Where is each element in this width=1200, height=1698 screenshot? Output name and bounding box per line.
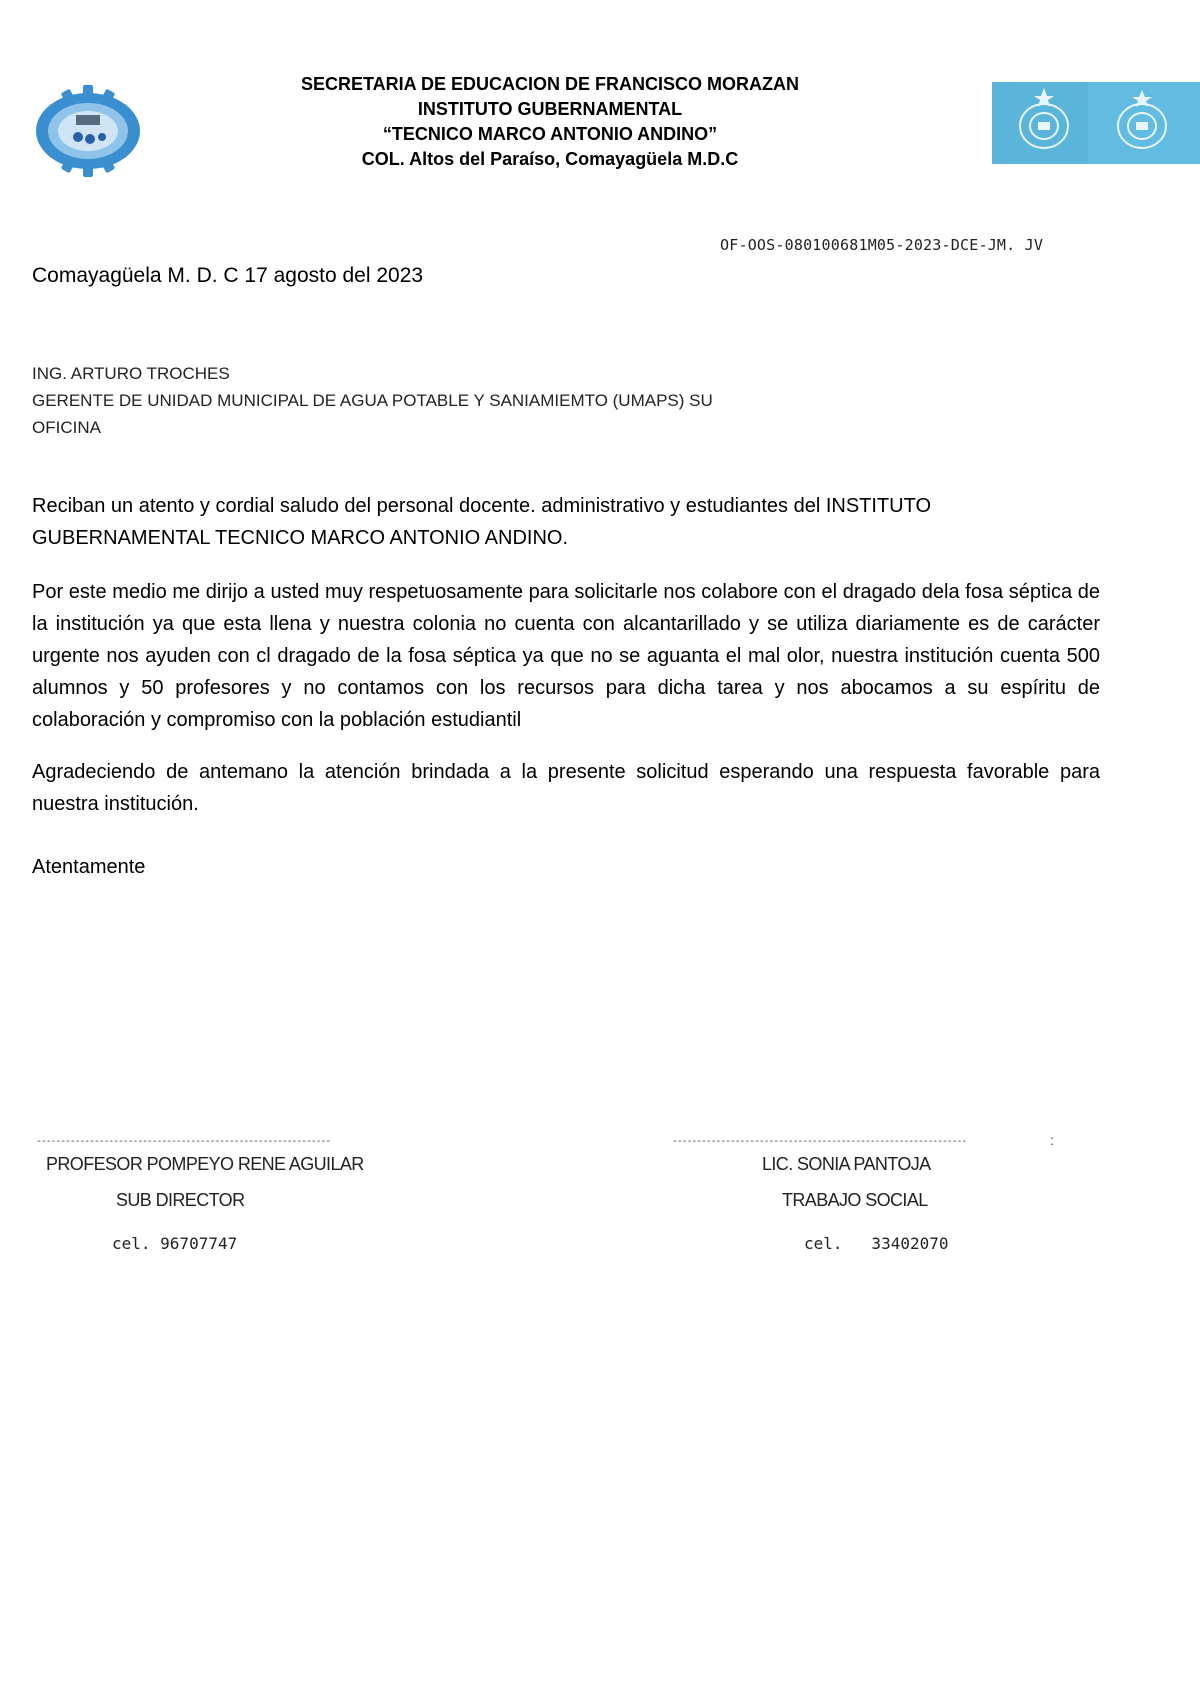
institute-gear-logo: [28, 84, 148, 178]
header-instituto: INSTITUTO GUBERNAMENTAL: [417, 99, 683, 119]
letter-date: Comayagüela M. D. C 17 agosto del 2023: [32, 264, 424, 287]
right-signer-role: TRABAJO SOCIAL: [782, 1190, 928, 1210]
header-school-name: “TECNICO MARCO ANTONIO ANDINO”: [382, 124, 718, 144]
thanks-paragraph: Agradeciendo de antemano la atención brindada a la presente solicitud esperando una respuesta favorable para nuestra institución.: [32, 761, 1100, 815]
header-secretaria: SECRETARIA DE EDUCACION DE FRANCISCO MORAZAN: [300, 74, 799, 94]
left-signer-name: PROFESOR POMPEYO RENE AGUILAR: [46, 1154, 364, 1174]
recipient-title: GERENTE DE UNIDAD MUNICIPAL DE AGUA POTABLE Y SANIAMIEMTO (UMAPS) SU: [32, 391, 713, 410]
right-signer-name: LIC. SONIA PANTOJA: [762, 1154, 931, 1174]
left-signer-phone: cel. 96707747: [112, 1234, 238, 1253]
greeting-paragraph: Reciban un atento y cordial saludo del personal docente. administrativo y estudiantes del INSTITUTO GUBERNAMENTAL TECNICO MARCO ANTONIO ANDINO.: [32, 495, 932, 549]
left-signature-line: -------------------------------------------------------------: [36, 1136, 331, 1147]
recipient-office: OFICINA: [32, 418, 101, 437]
recipient-block: [32, 360, 713, 441]
recipient-name: ING. ARTURO TROCHES: [32, 364, 230, 383]
right-signature-line: -------------------------------------------------------------: [672, 1136, 967, 1147]
header-address: COL. Altos del Paraíso, Comayagüela M.D.C: [361, 149, 739, 169]
letterhead: [200, 72, 900, 172]
reference-number: OF-OOS-080100681M05-2023-DCE-JM. JV: [720, 236, 1044, 254]
signature-colon: :: [1050, 1132, 1054, 1148]
government-emblems-logo: [992, 82, 1200, 164]
right-signer-phone: cel. 33402070: [804, 1234, 949, 1253]
closing-salutation: Atentamente: [32, 856, 146, 878]
left-signer-role: SUB DIRECTOR: [116, 1190, 245, 1210]
request-paragraph: Por este medio me dirijo a usted muy respetuosamente para solicitarle nos colabore con el dragado dela fosa séptica de la institución ya que esta llena y nuestra colonia no cuenta con alcantarillado y se utiliza diariamente es de carácter urgente nos ayuden con cl dragado de la fosa séptica ya que no se aguanta el mal olor, nuestra institución cuenta 500 alumnos y 50 profesores y no contamos con los recursos para dicha tarea y nos abocamos a su espíritu de colaboración y compromiso con la población estudiantil: [32, 581, 1100, 731]
